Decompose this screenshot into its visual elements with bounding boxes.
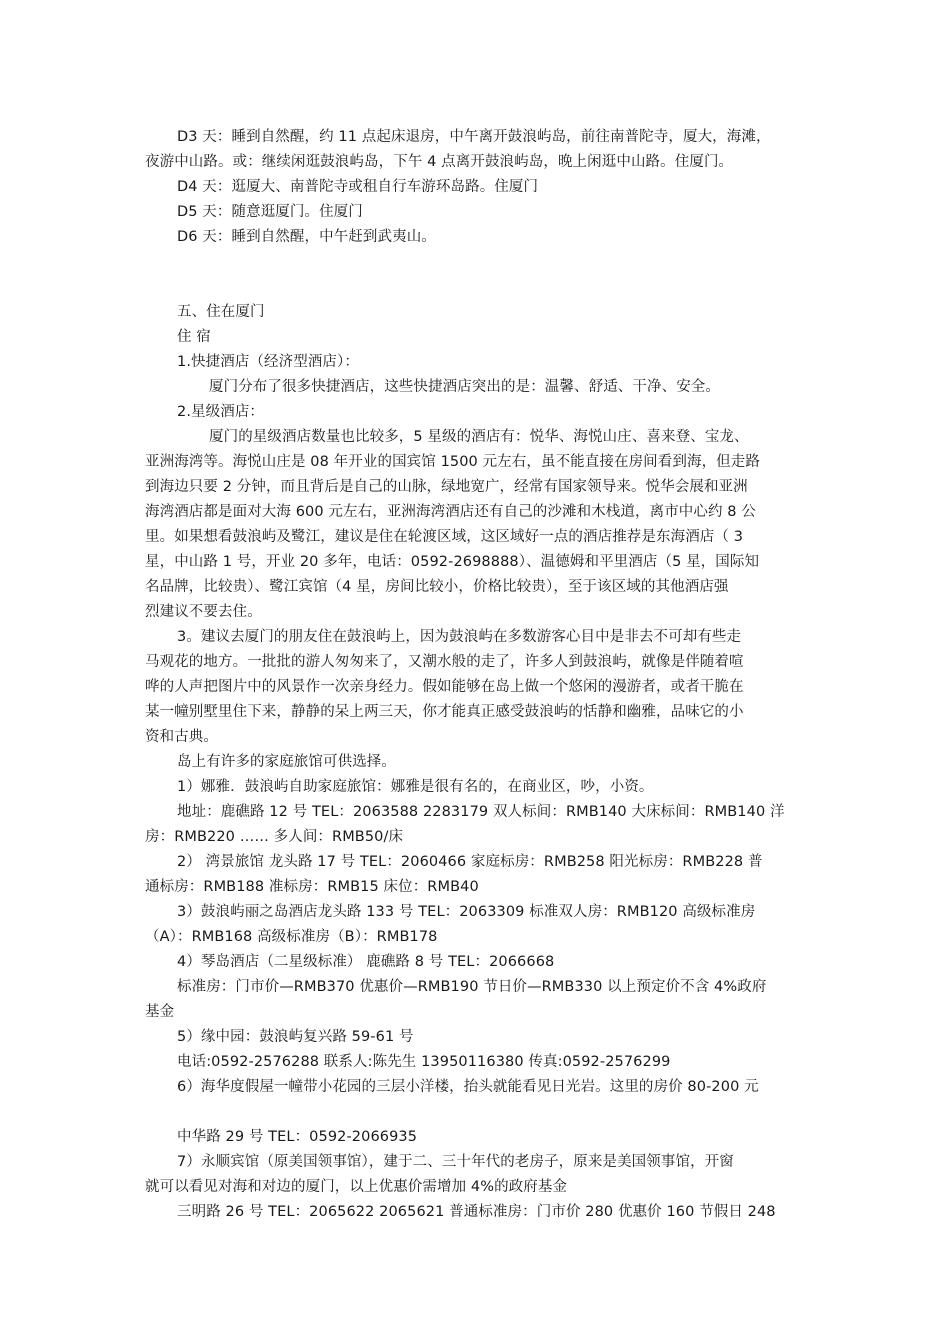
budget-hotel-heading: 1.快捷酒店（经济型酒店）：	[177, 354, 359, 370]
star-hotel-line-4: 海湾酒店都是面对大海 600 元左右，亚洲海湾酒店还有自己的沙滩和木栈道，离市中心约 8 公	[145, 504, 756, 520]
guesthouse-3-line-1: 3）鼓浪屿丽之岛酒店龙头路 133 号 TEL：2063309 标准双人房：RMB120 高级标准房	[177, 904, 756, 920]
gulangyu-paragraph-line-4: 某一幢别墅里住下来，静静的呆上两三天，你才能真正感受鼓浪屿的恬静和幽雅，品味它的小	[145, 704, 744, 720]
gulangyu-paragraph-line-2: 马观花的地方。一批批的游人匆匆来了，又潮水般的走了，许多人到鼓浪屿，就像是伴随着喧	[145, 654, 744, 670]
itinerary-d6-line: D6 天：睡到自然醒，中午赶到武夷山。	[177, 229, 436, 245]
itinerary-d5-line: D5 天：随意逛厦门。住厦门	[177, 204, 363, 220]
guesthouse-7-line-2: 就可以看见对海和对边的厦门，以上优惠价需增加 4%的政府基金	[145, 1179, 568, 1195]
guesthouse-4-prices-2: 基金	[145, 1004, 175, 1020]
star-hotel-line-3: 到海边只要 2 分钟，而且背后是自己的山脉，绿地宽广，经常有国家领导来。悦华会展和亚洲	[145, 479, 748, 495]
guesthouse-6-title: 6）海华度假屋一幢带小花园的三层小洋楼，抬头就能看见日光岩。这里的房价 80-200 元	[177, 1079, 759, 1095]
guesthouse-1-title: 1）娜雅．鼓浪屿自助家庭旅馆：娜雅是很有名的，在商业区，吵，小资。	[177, 779, 654, 795]
guesthouse-2-line-1: 2） 湾景旅馆 龙头路 17 号 TEL：2060466 家庭标房：RMB258 阳光标房：RMB228 普	[177, 854, 763, 870]
star-hotel-line-5: 里。如果想看鼓浪屿及鹭江，建议是住在轮渡区域，这区域好一点的酒店推荐是东海酒店（ 3	[145, 529, 744, 545]
itinerary-d3-line-1: D3 天：睡到自然醒，约 11 点起床退房，中午离开鼓浪屿岛，前往南普陀寺，厦大，海滩，	[177, 129, 771, 145]
guesthouse-1-details-1: 地址：鹿礁路 12 号 TEL：2063588 2283179 双人标间：RMB140 大床标间：RMB140 洋	[177, 804, 785, 820]
guesthouse-2-line-2: 通标房：RMB188 准标房：RMB15 床位：RMB40	[145, 879, 479, 895]
guesthouse-6-address: 中华路 29 号 TEL：0592-2066935	[177, 1129, 418, 1145]
star-hotel-line-2: 亚洲海湾等。海悦山庄是 08 年开业的国宾馆 1500 元左右，虽不能直接在房间看到海，但走路	[145, 454, 760, 470]
star-hotel-heading: 2.星级酒店：	[177, 404, 265, 420]
guesthouse-1-details-2: 房：RMB220 …… 多人间：RMB50/床	[145, 829, 404, 845]
guesthouse-3-line-2: （A）：RMB168 高级标准房（B）：RMB178	[145, 929, 438, 945]
guesthouse-4-title: 4）琴岛酒店（二星级标准） 鹿礁路 8 号 TEL：2066668	[177, 954, 555, 970]
guesthouse-5-contact: 电话:0592-2576288 联系人:陈先生 13950116380 传真:0592-2576299	[177, 1054, 671, 1070]
star-hotel-line-8: 烈建议不要去住。	[145, 604, 262, 620]
guesthouse-7-line-1: 7）永顺宾馆（原美国领事馆），建于二、三十年代的老房子，原来是美国领事馆，开窗	[177, 1154, 734, 1170]
star-hotel-line-7: 名品牌，比较贵）、鹭江宾馆（4 星，房间比较小，价格比较贵），至于该区域的其他酒店强	[145, 579, 729, 595]
subsection-heading: 住 宿	[177, 329, 211, 345]
gulangyu-paragraph-line-3: 哗的人声把图片中的风景作一次亲身经力。假如能够在岛上做一个悠闲的漫游者，或者干脆在	[145, 679, 744, 695]
guesthouse-5-title: 5）缘中园：鼓浪屿复兴路 59-61 号	[177, 1029, 414, 1045]
gulangyu-paragraph-line-1: 3。建议去厦门的朋友住在鼓浪屿上，因为鼓浪屿在多数游客心目中是非去不可却有些走	[177, 629, 742, 645]
guesthouse-4-prices-1: 标准房：门市价—RMB370 优惠价—RMB190 节日价—RMB330 以上预定价不含 4%政府	[177, 979, 767, 995]
guesthouse-intro: 岛上有许多的家庭旅馆可供选择。	[177, 754, 396, 770]
section-heading: 五、住在厦门	[177, 304, 265, 320]
budget-hotel-text: 厦门分布了很多快捷酒店，这些快捷酒店突出的是：温馨、舒适、干净、安全。	[209, 379, 720, 395]
gulangyu-paragraph-line-5: 资和古典。	[145, 729, 218, 745]
star-hotel-line-6: 星，中山路 1 号，开业 20 多年，电话：0592-2698888）、温德姆和平里酒店（5 星，国际知	[145, 554, 760, 570]
itinerary-d4-line: D4 天：逛厦大、南普陀寺或租自行车游环岛路。住厦门	[177, 179, 539, 195]
star-hotel-line-1: 厦门的星级酒店数量也比较多，5 星级的酒店有：悦华、海悦山庄、喜来登、宝龙、	[209, 429, 749, 445]
itinerary-d3-line-2: 夜游中山路。或：继续闲逛鼓浪屿岛，下午 4 点离开鼓浪屿岛，晚上闲逛中山路。住厦门。	[145, 154, 734, 170]
guesthouse-7-line-3: 三明路 26 号 TEL：2065622 2065621 普通标准房：门市价 280 优惠价 160 节假日 248	[177, 1204, 776, 1220]
